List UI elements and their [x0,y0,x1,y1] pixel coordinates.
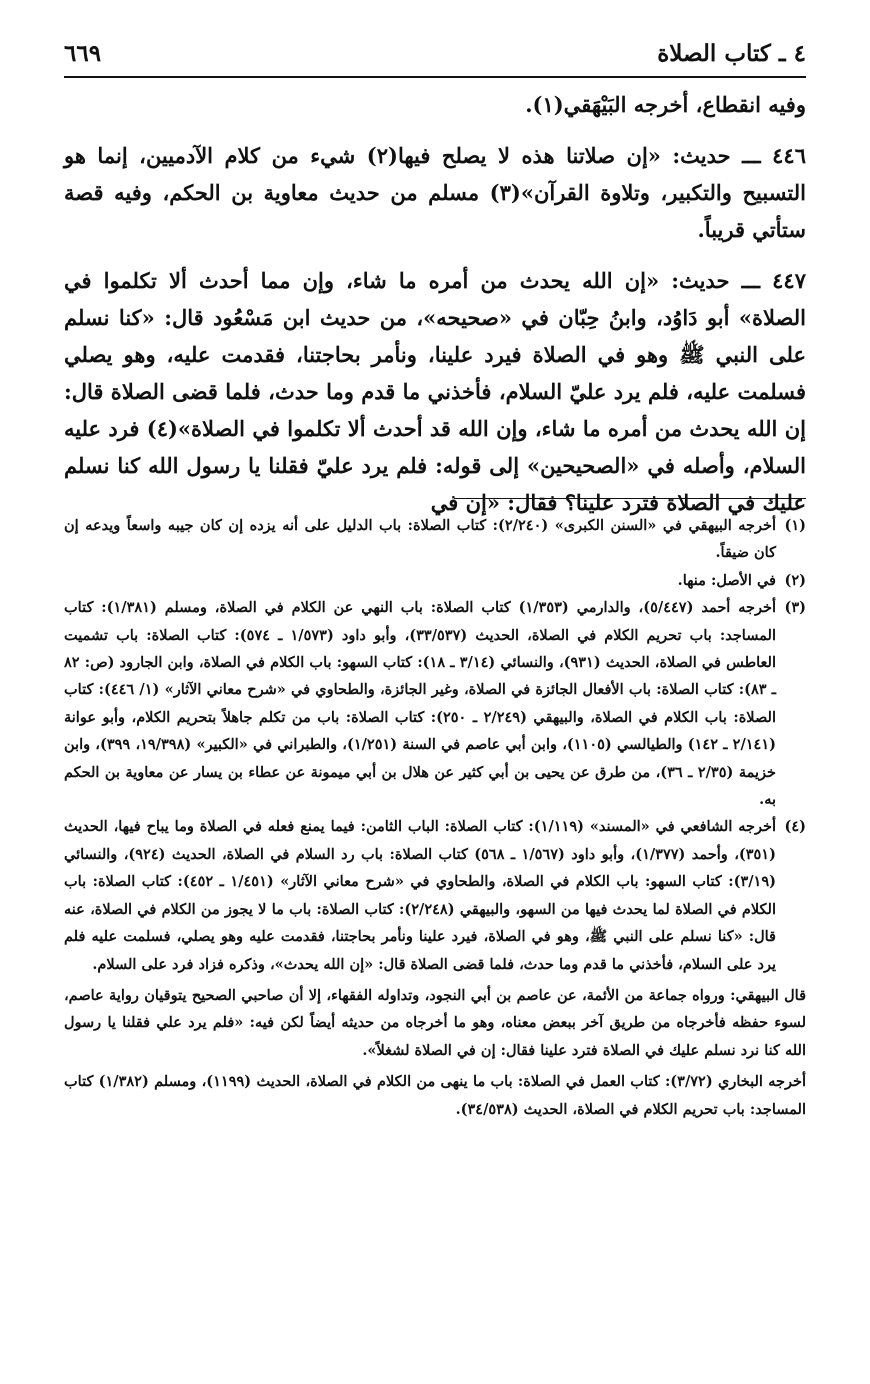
footnote-number: (١) [784,517,806,534]
footnote-divider [454,498,806,499]
hadith-text: حديث: «إن صلاتنا هذه لا يصلح فيها(٢) شيء من كلام الآدميين، إنما هو التسبيح والتكبير، وتلاوة القرآن»(٣) مسلم من حديث معاوية بن الحكم، وفيه قصة ستأتي قريباً. [64,143,806,242]
paragraph-intro: وفيه انقطاع، أخرجه البَيْهَقي(١). [525,92,806,117]
hadith-number: ٤٤٧ ـــ [741,268,806,293]
footnote-text: أخرجه البيهقي في «السنن الكبرى» (٢/٢٤٠): كتاب الصلاة: باب الدليل على أنه يزده إن كان جيبه واسعاً ويدعه إن كان ضيقاً. [64,517,776,562]
footnote-continuation: قال البيهقي: ورواه جماعة من الأئمة، عن عاصم بن أبي النجود، وتداوله الفقهاء، إلا أن صاحبي الصحيح يتوقيان رواية عاصم، لسوء حفظه فأخرجاه من طريق آخر ببعض معناه، وهو ما أخرجاه من حديثه أيضاً لكن فيه: «فلم يرد علي فقلنا يا رسول الله كنا نرد نسلم عليك في الصلاة فترد علينا فقال: إن في الصلاة لشغلاً». [64,986,806,1059]
hadith-446 [64,137,806,248]
footnote-1 [64,512,806,567]
hadith-447 [64,262,806,521]
page-header [64,30,806,78]
footnote-4 [64,813,806,977]
footnote-text: في الأصل: منها. [677,571,776,589]
footnote-number: (٣) [784,599,806,617]
hadith-text: حديث: «إن الله يحدث من أمره ما شاء، وإن مما أحدث ألا تكلموا في الصلاة» أبو دَاوُد، وابنُ حِبّان في «صحيحه»، من حديث ابن مَسْعُود قال: «كنا نسلم على النبي ﷺ وهو في الصلاة فيرد علينا، ونأمر بحاجتنا، فقدمت عليه، وهو يصلي فسلمت عليه، فلم يرد عليّ السلام، فأخذني ما قدم وما حدث، فلما قضى الصلاة قال: إن الله يحدث من أمره ما شاء، وإن الله قد أحدث ألا تكلموا في الصلاة»(٤) فرد عليه السلام، وأصله في «الصحيحين» إلى قوله: فلم يرد عليّ فقلنا يا رسول الله كنا نسلم عليك في الصلاة فترد علينا؟ فقال: «إن في [64,268,806,515]
footnote-3 [64,594,806,813]
footnote-number: (٤) [784,818,806,836]
footnote-2 [64,567,806,594]
footnotes [64,512,806,1123]
footnote-text: أخرجه أحمد (٥/٤٤٧)، والدارمي (١/٣٥٣) كتاب الصلاة: باب النهي عن الكلام في الصلاة، ومسلم (١/٣٨١): كتاب المساجد: باب تحريم الكلام في الصلاة، الحديث (٣٣/٥٣٧)، وأبو داود (١/٥٧٣ ـ ٥٧٤): كتاب الصلاة: باب تشميت العاطس في الصلاة، الحديث (٩٣١)، والنسائي (٣/١٤ ـ ١٨): كتاب السهو: باب الكلام في الصلاة، وابن الجارود (ص: ٨٢ ـ ٨٣): كتاب الصلاة: باب الأفعال الجائزة في الصلاة، وغير الجائزة، والطحاوي في «شرح معاني الآثار» (١/ ٤٤٦): كتاب الصلاة: باب الكلام في الصلاة، والبيهقي (٢/٢٤٩ ـ ٢٥٠): كتاب الصلاة: باب من تكلم جاهلاً بتحريم الكلام، وأبو عوانة (٢/١٤١ ـ ١٤٢) والطيالسي (١١٠٥)، وابن أبي عاصم في السنة (١/٢٥١)، والطبراني في «الكبير» (١٩/٣٩٨، ٣٩٩)، وابن خزيمة (٢/٣٥ ـ ٣٦)، من طرق عن يحيى بن أبي كثير عن هلال بن أبي ميمونة عن عطاء بن يسار عن معاوية بن الحكم به. [64,599,777,809]
footnote-continuation: أخرجه البخاري (٣/٧٢): كتاب العمل في الصلاة: باب ما ينهى من الكلام في الصلاة، الحديث (١١٩٩)، ومسلم (١/٣٨٢) كتاب المساجد: باب تحريم الكلام في الصلاة، الحديث (٣٤/٥٣٨). [64,1073,806,1118]
footnote-text: أخرجه الشافعي في «المسند» (١/١١٩): كتاب الصلاة: الباب الثامن: فيما يمنع فعله في الصلاة وما يباح فيها، الحديث (٣٥١)، وأحمد (١/٣٧٧)، وأبو داود (١/٥٦٧ ـ ٥٦٨) كتاب الصلاة: باب رد السلام في الصلاة، الحديث (٩٢٤)، والنسائي (٣/١٩): كتاب السهو: باب الكلام في الصلاة، والطحاوي في «شرح معاني الآثار» (١/٤٥١ ـ ٤٥٢): كتاب الصلاة: باب الكلام في الصلاة لما يحدث فيها من السهو، والبيهقي (٢/٢٤٨): كتاب الصلاة: باب ما لا يجوز من الكلام في الصلاة، عنه قال: «كنا نسلم على النبي ﷺ، وهو في الصلاة، فيرد علينا ونأمر بحاجتنا، فقدمت عليه وهو يصلي، فسلمت عليه فلم يرد على السلام، فأخذني ما قدم وما حدث، فلما قضى الصلاة قال: «إن الله يحدث»، وذكره فزاد فرد على السلام. [64,818,776,973]
main-text [64,86,806,535]
footnote-number: (٢) [784,571,806,589]
page-number: ٦٦٩ [64,39,102,67]
chapter-title: ٤ ـ كتاب الصلاة [657,39,806,67]
hadith-number: ٤٤٦ ـــ [742,143,806,168]
